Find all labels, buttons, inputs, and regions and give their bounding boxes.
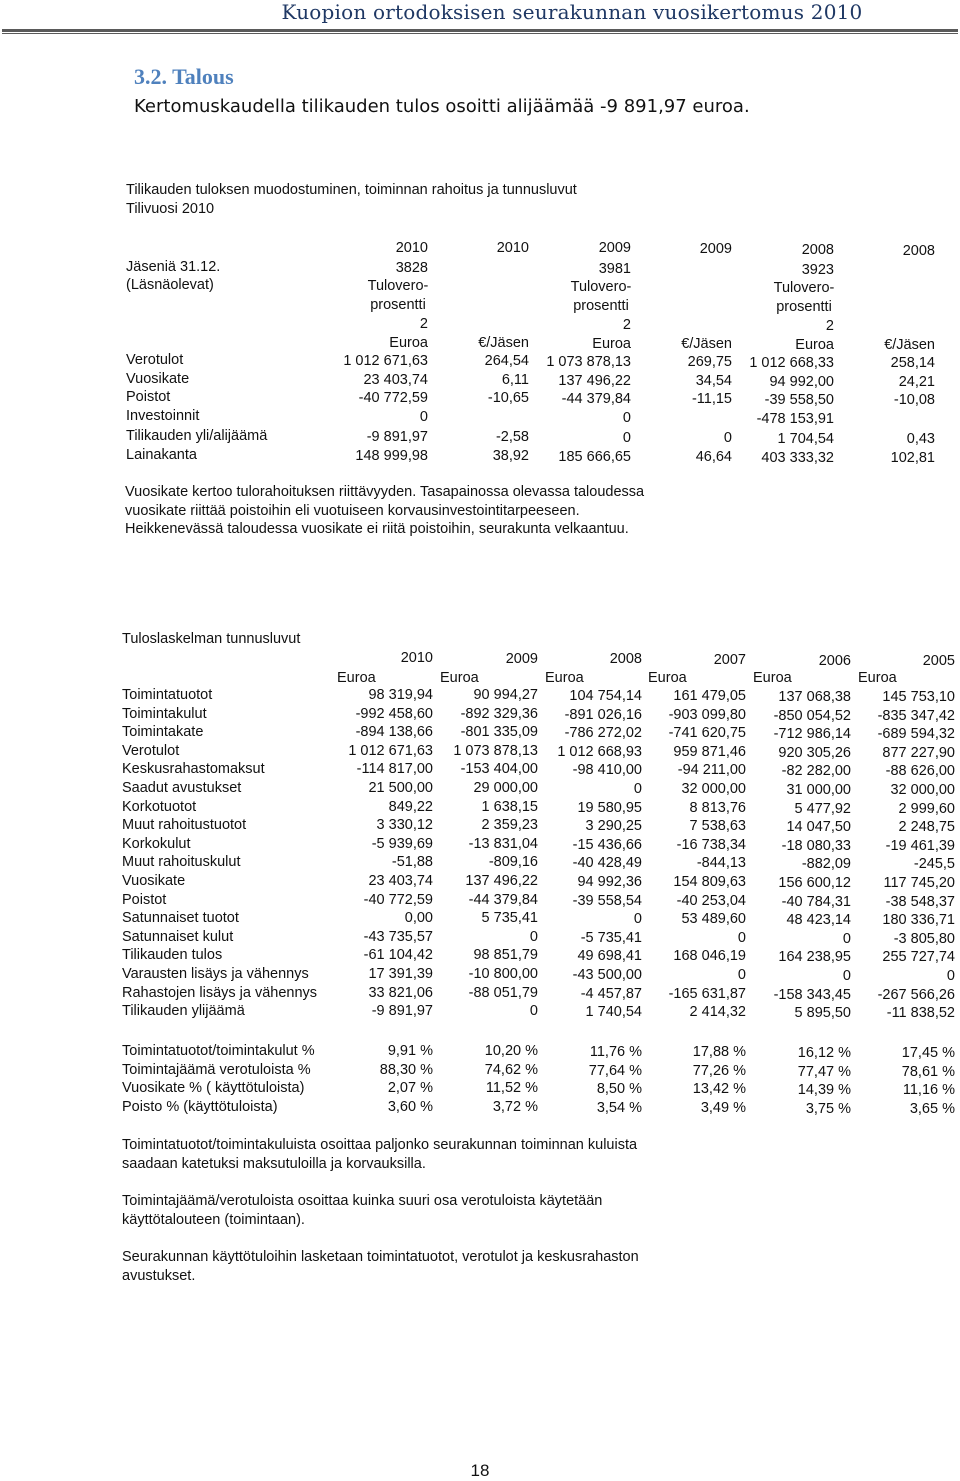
table2-cell: 7 538,63: [689, 818, 746, 835]
table2-row-label: Toimintakulut: [122, 705, 207, 722]
table2-cell: -88 626,00: [885, 763, 955, 780]
members-count: 3923: [801, 262, 834, 278]
table1-cell: 185 666,65: [558, 449, 631, 465]
table1-row-label: Investoinnit: [126, 408, 200, 424]
unit-label: Euroa: [592, 336, 631, 352]
table1-year-header: 2009: [699, 241, 732, 257]
table2-cell: -801 335,09: [460, 724, 538, 741]
table2-row-label: Saadut avustukset: [122, 780, 242, 796]
table2-note-line: käyttötalouteen (toimintaan).: [122, 1211, 305, 1228]
table2-cell: 0,00: [404, 910, 433, 927]
unit-label: Euroa: [389, 335, 428, 351]
table2-cell: 154 809,63: [673, 874, 746, 890]
members-count: 3828: [395, 260, 428, 276]
unit-label: Euroa: [795, 337, 834, 353]
table2-cell: 877 227,90: [882, 744, 955, 761]
table2-cell: -88 051,79: [468, 984, 538, 1001]
table2-cell: 168 046,19: [673, 948, 746, 965]
table1-year-header: 2008: [801, 242, 834, 258]
section-intro: Kertomuskaudella tilikauden tulos osoitti alijäämää -9 891,97 euroa.: [134, 96, 750, 117]
table2-cell: -158 343,45: [773, 986, 851, 1003]
table2-cell: -19 461,39: [885, 837, 955, 854]
ratio-cell: 77,47 %: [797, 1063, 851, 1080]
table2-cell: -16 738,34: [676, 836, 746, 853]
table2-cell: 164 238,95: [778, 949, 851, 966]
table1-cell: 34,54: [695, 373, 732, 389]
table1-cell: -10,08: [893, 392, 935, 408]
table2-cell: -4 457,87: [580, 985, 642, 1002]
table1-row-label: Lainakanta: [126, 447, 197, 463]
table2-note-line: Toimintajäämä/verotuloista osoittaa kuinka suuri osa verotuloista käytetään: [122, 1193, 603, 1209]
ratio-cell: 16,12 %: [797, 1045, 851, 1061]
table2-cell: -712 986,14: [773, 726, 851, 743]
table2-year-header: 2005: [922, 653, 955, 669]
table2-cell: 255 727,74: [882, 949, 955, 966]
table2-cell: -39 558,54: [572, 892, 642, 909]
present-members-label: (Läsnäolevat): [126, 277, 214, 293]
table1-cell: -2,58: [495, 429, 529, 445]
tax-rate-value: 2: [622, 317, 631, 333]
table2-cell: -44 379,84: [468, 891, 538, 908]
table1-row-label: Tilikauden yli/alijäämä: [126, 428, 268, 444]
ratio-cell: 88,30 %: [379, 1061, 433, 1078]
table2-cell: 94 992,36: [577, 874, 642, 890]
ratio-cell: 17,88 %: [692, 1044, 746, 1060]
table2-cell: 0: [842, 968, 851, 984]
table2-year-header: 2007: [713, 652, 746, 668]
table2-unit-label: Euroa: [440, 670, 479, 686]
table1-cell: 264,54: [484, 353, 529, 369]
table2-cell: -267 566,26: [877, 986, 955, 1003]
table1-cell: 38,92: [492, 448, 529, 464]
table2-cell: 0: [946, 968, 955, 984]
table2-cell: 2 999,60: [898, 800, 955, 817]
table2-cell: 137 496,22: [465, 873, 538, 889]
table2-cell: -43 735,57: [363, 928, 433, 945]
table2-row-label: Satunnaiset kulut: [122, 928, 234, 945]
table2-cell: -94 211,00: [677, 762, 746, 779]
table2-row-label: Muut rahoitustuotot: [122, 817, 247, 834]
table2-cell: -51,88: [391, 854, 433, 871]
table2-cell: 1 638,15: [481, 798, 538, 815]
table2-cell: 1 740,54: [585, 1004, 642, 1021]
table1-cell: -40 772,59: [358, 390, 428, 406]
table1-note-line: Vuosikate kertoo tulorahoituksen riittävyyden. Tasapainossa olevassa taloudessa: [125, 484, 645, 500]
table2-row-label: Korkokulut: [122, 835, 191, 852]
ratio-cell: 9,91 %: [387, 1043, 433, 1059]
table1-note-line: Heikkenevässä taloudessa vuosikate ei riitä poistoihin, seurakunta velkaantuu.: [125, 521, 629, 537]
table1-year-header: 2010: [395, 240, 428, 256]
table2-cell: -98 410,00: [572, 762, 642, 779]
table2-cell: 0: [737, 967, 746, 983]
table2-cell: 0: [529, 928, 538, 945]
table2-cell: 90 994,27: [473, 687, 538, 703]
table1-row-label: Poistot: [126, 389, 171, 405]
table2-cell: 5 895,50: [794, 1005, 851, 1022]
table1-cell: 403 333,32: [761, 450, 834, 466]
ratio-cell: 3,75 %: [805, 1100, 851, 1117]
header-rule-thin: [2, 33, 958, 34]
table2-cell: -809,16: [488, 854, 538, 871]
table1-row-label: Vuosikate: [126, 371, 190, 387]
table2-row-label: Verotulot: [122, 742, 180, 759]
ratio-cell: 77,64 %: [588, 1062, 642, 1079]
table2-cell: 0: [633, 911, 642, 928]
section-heading: 3.2. Talous: [134, 64, 234, 89]
table2-cell: 0: [842, 930, 851, 947]
table1-cell: 0: [622, 410, 631, 426]
tax-rate-label: Tulovero-: [570, 279, 632, 295]
tax-rate-label: Tulovero-: [367, 278, 429, 294]
table2-row-label: Vuosikate: [122, 873, 186, 889]
table2-cell: 1 012 671,63: [348, 742, 433, 759]
tax-rate-value: 2: [825, 318, 834, 334]
table2-cell: 137 068,38: [778, 689, 851, 705]
table2-cell: -165 631,87: [668, 985, 746, 1002]
table2-cell: 0: [633, 781, 642, 797]
ratio-cell: 10,20 %: [484, 1043, 538, 1059]
ratio-cell: 77,26 %: [692, 1062, 746, 1079]
table1-cell: 258,14: [890, 355, 935, 371]
table2-cell: 2 359,23: [481, 817, 538, 834]
table2-cell: 29 000,00: [473, 780, 538, 796]
table2-cell: -5 735,41: [580, 929, 642, 946]
table2-cell: 49 698,41: [577, 948, 642, 965]
ratio-cell: 3,60 %: [387, 1098, 433, 1115]
table2-cell: 32 000,00: [890, 782, 955, 798]
table2-cell: 180 336,71: [882, 912, 955, 929]
table2-cell: -689 594,32: [877, 726, 955, 743]
table2-cell: 156 600,12: [778, 875, 851, 891]
tax-rate-label: prosentti: [776, 299, 832, 315]
table1-note-line: vuosikate riittää poistoihin eli vuotuiseen korvausinvestointitarpeeseen.: [125, 502, 580, 519]
table2-cell: -61 104,42: [363, 947, 433, 964]
ratio-cell: 3,54 %: [596, 1099, 642, 1116]
ratio-cell: 3,49 %: [700, 1099, 746, 1116]
ratio-cell: 3,72 %: [492, 1098, 538, 1115]
table2-cell: 48 423,14: [786, 912, 851, 929]
page-number: 18: [470, 1461, 490, 1480]
table2-cell: -882,09: [801, 856, 851, 873]
ratio-cell: 78,61 %: [901, 1063, 955, 1080]
table2-row-label: Keskusrahastomaksut: [122, 761, 265, 778]
table2-cell: -10 800,00: [468, 966, 538, 982]
table2-cell: 23 403,74: [368, 873, 433, 889]
table1-year-header: 2008: [902, 243, 935, 259]
table2-cell: -992 458,60: [355, 705, 433, 722]
table2-year-header: 2009: [505, 651, 538, 667]
table2-cell: -18 080,33: [781, 837, 851, 854]
table2-row-label: Rahastojen lisäys ja vähennys: [122, 984, 318, 1001]
ratio-row-label: Vuosikate % ( käyttötuloista): [122, 1080, 305, 1097]
table2-cell: 0: [529, 1003, 538, 1020]
table2-cell: -40 784,31: [781, 893, 851, 910]
table2-cell: -43 500,00: [572, 967, 642, 983]
table1-cell: 0: [723, 430, 732, 446]
table2-row-label: Varausten lisäys ja vähennys: [122, 966, 309, 982]
table2-cell: 14 047,50: [786, 819, 851, 836]
table2-unit-label: Euroa: [337, 670, 376, 686]
ratio-cell: 14,39 %: [797, 1082, 851, 1099]
table2-cell: -786 272,02: [564, 725, 642, 742]
table1-cell: 1 012 671,63: [343, 353, 428, 369]
tax-rate-value: 2: [419, 316, 428, 332]
table2-row-label: Tilikauden tulos: [122, 947, 223, 964]
ratio-cell: 8,50 %: [596, 1081, 642, 1098]
table2-cell: -38 548,37: [885, 893, 955, 910]
table2-cell: -11 838,52: [886, 1005, 955, 1022]
table1-cell: -44 379,84: [561, 391, 631, 407]
ratio-cell: 3,65 %: [909, 1100, 955, 1117]
table2-cell: 117 745,20: [883, 875, 955, 891]
table2-cell: 161 479,05: [673, 688, 746, 704]
table2-cell: 21 500,00: [368, 780, 433, 796]
table1-cell: -11,15: [691, 391, 732, 407]
table2-note-line: avustukset.: [122, 1267, 196, 1284]
table2-cell: 959 871,46: [673, 743, 746, 760]
table1-cell: 46,64: [695, 449, 732, 465]
members-count: 3981: [598, 261, 631, 277]
table1-cell: 0: [622, 430, 631, 446]
table2-cell: 32 000,00: [681, 781, 746, 797]
table2-cell: 849,22: [388, 798, 433, 815]
ratio-row-label: Poisto % (käyttötuloista): [122, 1098, 278, 1115]
ratio-cell: 13,42 %: [692, 1081, 746, 1098]
table2-note-line: Toimintatuotot/toimintakuluista osoittaa paljonko seurakunnan toiminnan kuluista: [122, 1137, 638, 1153]
table1-title: Tilikauden tuloksen muodostuminen, toiminnan rahoitus ja tunnusluvut: [126, 182, 577, 198]
table2-cell: -82 282,00: [781, 763, 851, 780]
header-rule: [2, 29, 958, 32]
table2-cell: 17 391,39: [368, 966, 433, 982]
table2-cell: 5 477,92: [794, 800, 851, 817]
table2-row-label: Toimintatuotot: [122, 687, 213, 703]
table2-unit-label: Euroa: [648, 670, 687, 686]
table1-cell: 94 992,00: [769, 374, 834, 390]
table2-cell: 0: [737, 929, 746, 946]
table2-row-label: Korkotuotot: [122, 798, 197, 815]
table1-cell: 1 704,54: [777, 431, 834, 447]
table2-cell: -5 939,69: [371, 835, 433, 852]
table2-cell: 1 012 668,93: [557, 743, 642, 760]
table1-cell: 137 496,22: [558, 373, 631, 389]
tax-rate-label: Tulovero-: [773, 280, 835, 296]
unit-label: €/Jäsen: [681, 336, 732, 352]
table1-cell: 102,81: [890, 450, 935, 466]
table1-cell: -39 558,50: [764, 392, 834, 408]
table2-cell: 19 580,95: [577, 799, 642, 816]
table1-cell: 0,43: [906, 431, 935, 447]
table2-cell: -9 891,97: [371, 1003, 433, 1020]
table2-cell: 8 813,76: [689, 799, 746, 816]
table2-unit-label: Euroa: [858, 670, 897, 686]
table2-cell: 31 000,00: [786, 782, 851, 798]
table2-row-label: Satunnaiset tuotot: [122, 910, 239, 927]
table2-cell: -892 329,36: [460, 705, 538, 722]
table2-cell: -245,5: [913, 856, 955, 873]
table2-cell: 2 248,75: [898, 819, 955, 836]
table2-note-line: saadaan katetuksi maksutuloilla ja korvauksilla.: [122, 1155, 426, 1172]
running-header-title: Kuopion ortodoksisen seurakunnan vuosikertomus 2010: [281, 0, 863, 24]
table1-subtitle: Tilivuosi 2010: [126, 201, 215, 217]
ratio-row-label: Toimintajäämä verotuloista %: [122, 1061, 311, 1078]
table2-cell: 98 851,79: [473, 947, 538, 964]
table2-note-line: Seurakunnan käyttötuloihin lasketaan toimintatuotot, verotulot ja keskusrahaston: [122, 1249, 639, 1265]
ratio-cell: 11,76 %: [589, 1044, 642, 1060]
table2-cell: 145 753,10: [882, 689, 955, 705]
members-label: Jäseniä 31.12.: [126, 259, 221, 275]
ratio-cell: 11,52 %: [485, 1080, 538, 1097]
table2-cell: -844,13: [696, 855, 746, 872]
unit-label: €/Jäsen: [884, 337, 935, 353]
table2-cell: -114 817,00: [356, 761, 433, 778]
table2-cell: -15 436,66: [572, 836, 642, 853]
table2-cell: 5 735,41: [481, 910, 538, 927]
table2-row-label: Toimintakate: [122, 724, 204, 741]
table2-cell: 53 489,60: [681, 911, 746, 928]
table2-cell: -153 404,00: [460, 761, 538, 778]
table1-cell: -9 891,97: [366, 429, 428, 445]
table2-row-label: Muut rahoituskulut: [122, 854, 241, 871]
table2-cell: 1 073 878,13: [453, 742, 538, 759]
table2-cell: -903 099,80: [668, 706, 746, 723]
table1-cell: 269,75: [687, 354, 732, 370]
table2-cell: 2 414,32: [689, 1004, 746, 1021]
table2-unit-label: Euroa: [753, 670, 792, 686]
table1-cell: 0: [419, 409, 428, 425]
table2-cell: -894 138,66: [355, 724, 433, 741]
table1-row-label: Verotulot: [126, 352, 184, 368]
unit-label: €/Jäsen: [478, 335, 529, 351]
table2-cell: -741 620,75: [668, 725, 746, 742]
table2-cell: 3 330,12: [376, 817, 433, 834]
tax-rate-label: prosentti: [573, 298, 629, 314]
table2-cell: -835 347,42: [877, 707, 955, 724]
table2-title: Tuloslaskelman tunnusluvut: [122, 631, 301, 647]
table1-cell: 1 073 878,13: [546, 354, 631, 370]
table2-cell: -40 428,49: [572, 855, 642, 872]
table2-year-header: 2010: [400, 650, 433, 666]
table2-cell: -13 831,04: [468, 835, 538, 852]
table2-cell: 33 821,06: [368, 984, 433, 1001]
table2-year-header: 2006: [818, 653, 851, 669]
table2-cell: 920 305,26: [778, 744, 851, 761]
table1-year-header: 2009: [598, 240, 631, 256]
table2-cell: -850 054,52: [773, 707, 851, 724]
table2-row-label: Tilikauden ylijäämä: [122, 1003, 245, 1020]
table1-cell: 24,21: [898, 374, 935, 390]
tax-rate-label: prosentti: [370, 297, 426, 313]
table2-cell: 98 319,94: [368, 687, 433, 703]
ratio-row-label: Toimintatuotot/toimintakulut %: [122, 1043, 315, 1059]
table1-cell: 6,11: [501, 372, 529, 388]
ratio-cell: 11,16 %: [902, 1082, 955, 1099]
ratio-cell: 74,62 %: [484, 1061, 538, 1078]
table1-year-header: 2010: [496, 240, 529, 256]
table2-year-header: 2008: [609, 651, 642, 667]
table2-cell: -40 253,04: [676, 892, 746, 909]
ratio-cell: 2,07 %: [387, 1080, 433, 1097]
ratio-cell: 17,45 %: [901, 1045, 955, 1061]
table2-row-label: Poistot: [122, 891, 167, 908]
table1-cell: -478 153,91: [756, 411, 834, 427]
table1-cell: -10,65: [487, 390, 529, 406]
table1-cell: 23 403,74: [363, 372, 428, 388]
table1-cell: 148 999,98: [355, 448, 428, 464]
table2-cell: -40 772,59: [363, 891, 433, 908]
table2-cell: -891 026,16: [564, 706, 642, 723]
table2-unit-label: Euroa: [545, 670, 584, 686]
table2-cell: 3 290,25: [585, 818, 642, 835]
table1-cell: 1 012 668,33: [749, 355, 834, 371]
table2-cell: -3 805,80: [893, 930, 955, 947]
table2-cell: 104 754,14: [569, 688, 642, 704]
